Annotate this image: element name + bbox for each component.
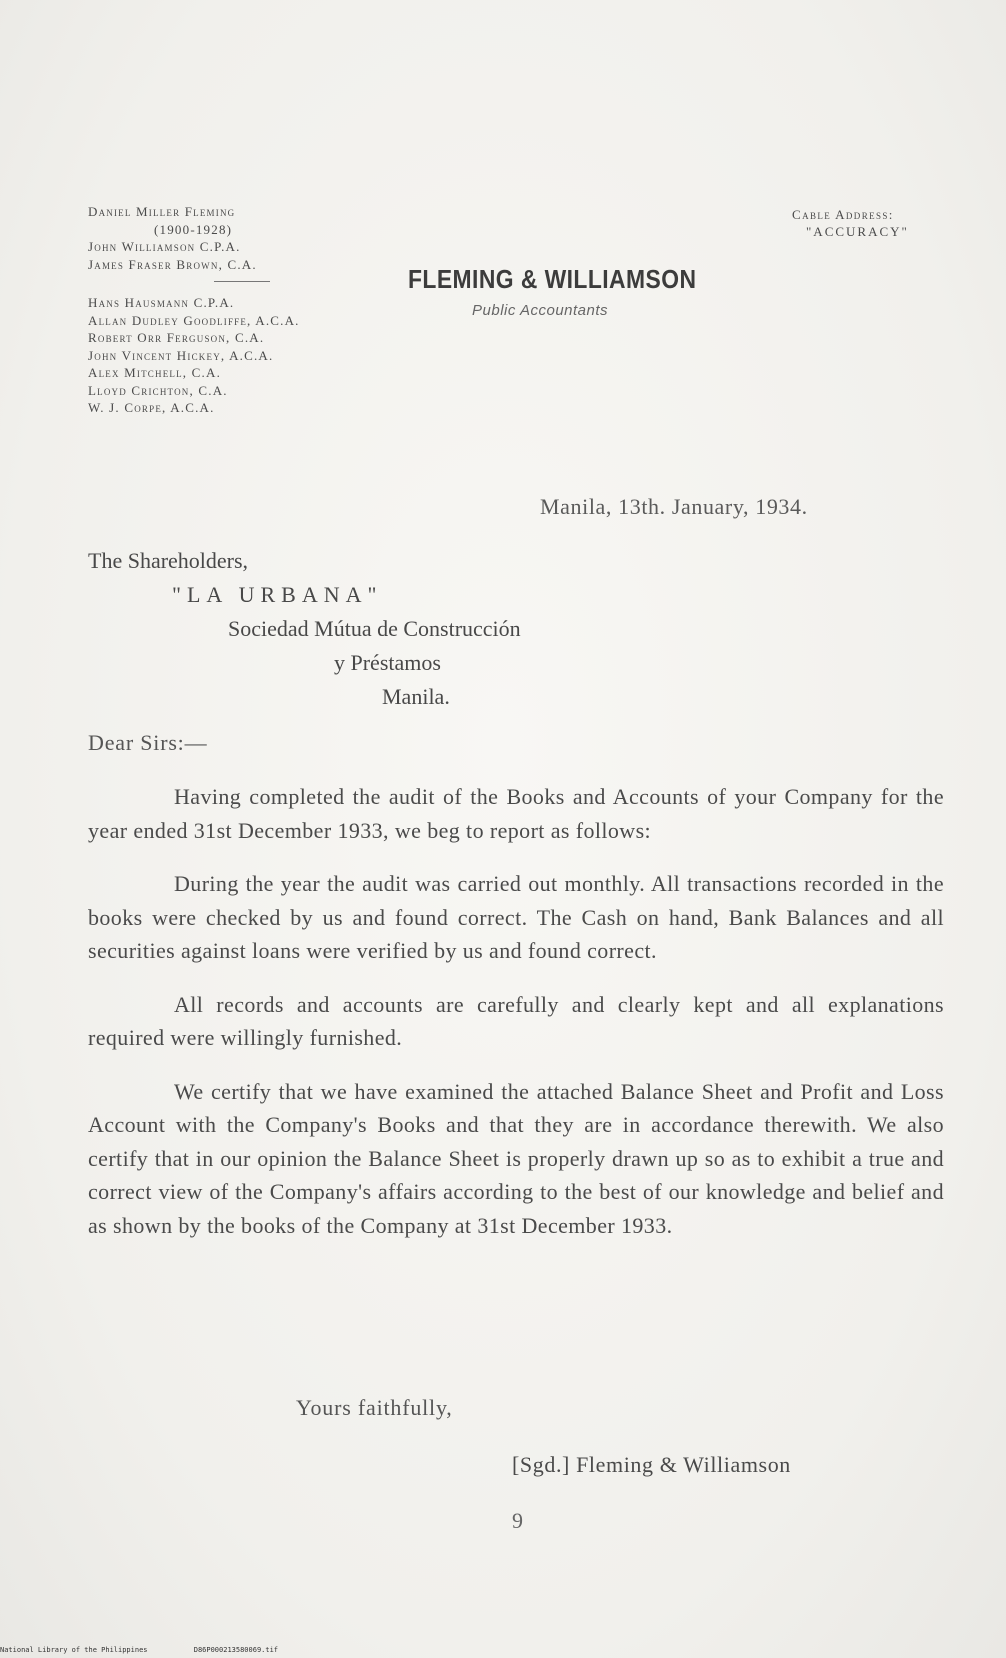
partner-name: Lloyd Crichton, C.A. (88, 382, 228, 398)
body-paragraph: During the year the audit was carried out monthly. All transactions recorded in the books were checked by us and found correct. The Cash on hand, Bank Balances and all securities against loans were verified by us and found correct. (88, 871, 944, 963)
partner-name: Hans Hausmann C.P.A. (88, 295, 235, 310)
page-number: 9 (512, 1508, 523, 1533)
partner-name: Alex Mitchell, C.A. (88, 365, 222, 380)
addressee-line: The Shareholders, (88, 548, 249, 573)
body-paragraph: Having completed the audit of the Books and Accounts of your Company for the year ended 31st December 1933, we beg to report as follows: (88, 784, 944, 843)
letter-date: Manila, 13th. January, 1934. (540, 494, 808, 519)
addressee-line: Manila. (382, 684, 450, 709)
partner-name: Allan Dudley Goodliffe, A.C.A. (88, 312, 300, 328)
body-paragraph: All records and accounts are carefully and clearly kept and all explanations required were willingly furnished. (88, 991, 944, 1050)
scan-footer (0, 1646, 278, 1654)
partner-name: Daniel Miller Fleming (88, 204, 236, 219)
signature: [Sgd.] Fleming & Williamson (512, 1452, 791, 1477)
addressee-line: Sociedad Mútua de Construcción (228, 616, 521, 641)
partner-name: John Vincent Hickey, A.C.A. (88, 347, 274, 363)
partner-name: W. J. Corpe, A.C.A. (88, 400, 215, 415)
addressee-line: "LA URBANA" (172, 582, 383, 607)
partner-years: (1900-1928) (154, 221, 233, 237)
body-paragraph: We certify that we have examined the attached Balance Sheet and Profit and Loss Account with the Company's Books and that they are in accordance therewith. We also certify that in our opinion the Balance Sheet is properly drawn up so as to exhibit a true and correct view of the Company's affairs according to the best of our knowledge and belief and as shown by the books of the Company at 31st December 1933. (88, 1078, 944, 1238)
footer-file: D86P000213580069.tif (193, 1646, 279, 1654)
partner-divider (214, 281, 270, 282)
closing: Yours faithfully, (296, 1395, 453, 1420)
letter-body (88, 780, 944, 1262)
salutation: Dear Sirs:— (88, 730, 208, 755)
partner-name: Robert Orr Ferguson, C.A. (88, 330, 265, 345)
partner-list (88, 203, 300, 417)
cable-value: "ACCURACY" (806, 224, 909, 239)
cable-address (792, 206, 909, 240)
addressee-block (88, 544, 521, 714)
firm-name: FLEMING & WILLIAMSON (408, 264, 697, 294)
addressee-line: y Préstamos (334, 650, 441, 675)
footer-source: National Library of the Philippines (0, 1646, 148, 1654)
partner-name: John Williamson C.P.A. (88, 239, 241, 254)
cable-label: Cable Address: (792, 207, 894, 222)
partner-name: James Fraser Brown, C.A. (88, 256, 257, 272)
firm-subtitle: Public Accountants (472, 302, 609, 319)
